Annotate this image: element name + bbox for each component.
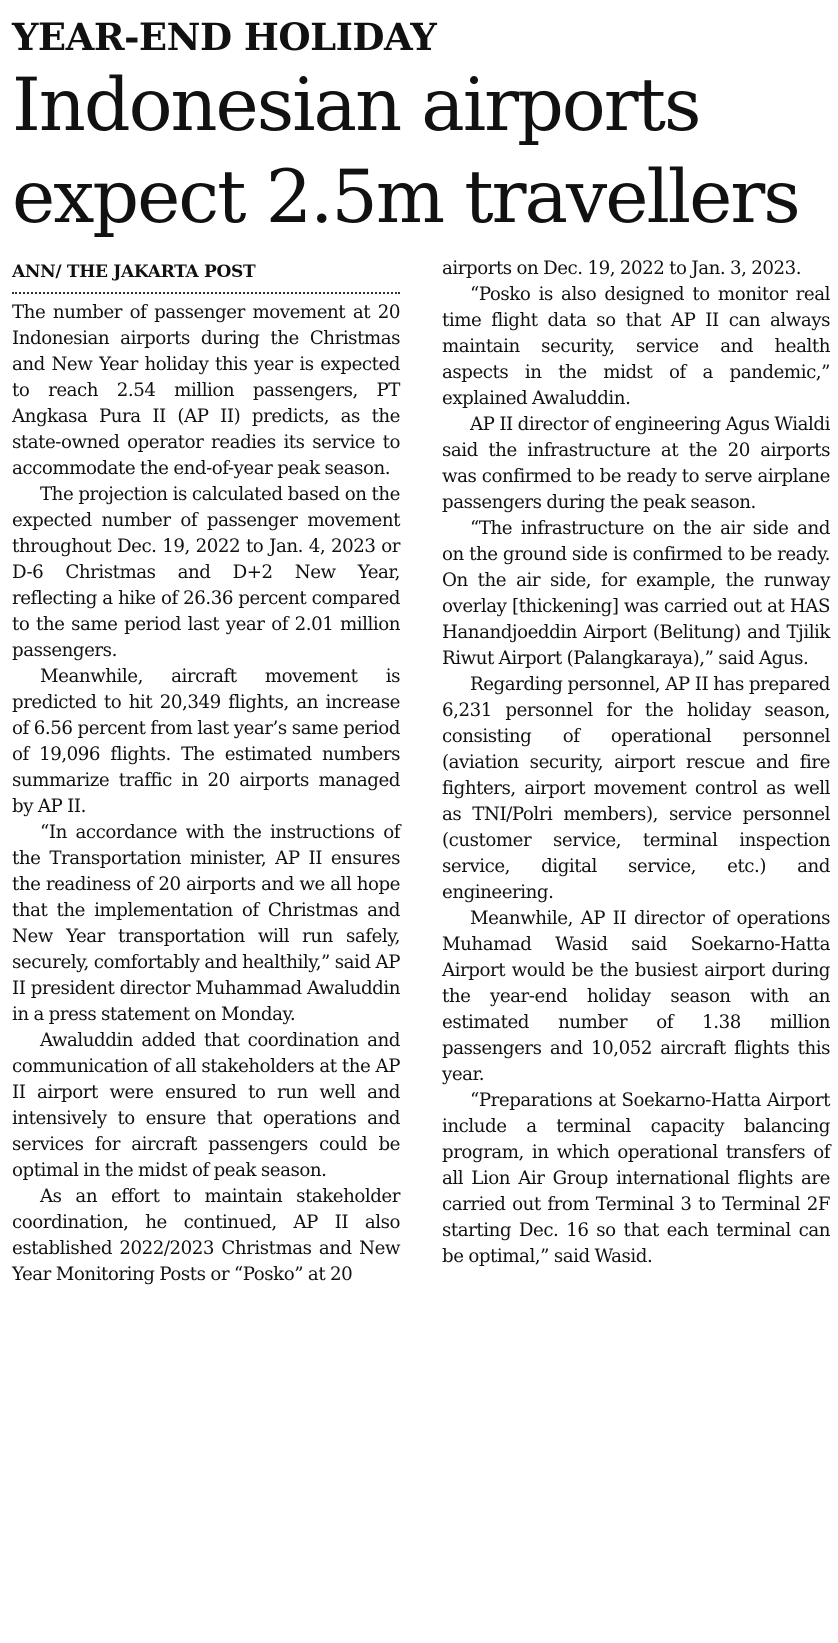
paragraph: “Preparations at Soekarno-Hatta Airport include a terminal capacity balancing program, in which operational transfers of all Lion Air Group international flights are carried out from Terminal 3 to Terminal 2F starting Dec. 16 so that each terminal can be optimal,” said Wasid. <box>442 1090 830 1267</box>
paragraph: Meanwhile, AP II director of operations Muhamad Wasid said Soekarno-Hatta Airport would be the busiest airport during the year-end holiday season with an estimated number of 1.38 million passengers and 10,052 aircraft flights this year. <box>442 908 830 1085</box>
article-body <box>12 256 830 1288</box>
byline: ANN/ THE JAKARTA POST <box>12 262 256 282</box>
paragraph: Awaluddin added that coordination and communication of all stakeholders at the AP II airport were ensured to run well and intensively to ensure that operations and services for aircraft passengers could be optimal in the midst of peak season. <box>12 1030 400 1181</box>
paragraph: Regarding personnel, AP II has prepared 6,231 personnel for the holiday season, consisting of operational personnel (aviation security, airport rescue and fire fighters, airport movement control as well as TNI/Polri members), service personnel (customer service, terminal inspection service, digital service, etc.) and engineering. <box>442 674 830 903</box>
paragraph: The number of passenger movement at 20 Indonesian airports during the Christmas and New Year holiday this year is expected to reach 2.54 million passengers, PT Angkasa Pura II (AP II) predicts, as the state-owned operator readies its service to accommodate the end-of-year peak season. <box>12 302 400 479</box>
paragraph: The projection is calculated based on the expected number of passenger movement throughout Dec. 19, 2022 to Jan. 4, 2023 or D-6 Christmas and D+2 New Year, reflecting a hike of 26.36 percent compared to the same period last year of 2.01 million passengers. <box>12 484 400 661</box>
headline <box>12 60 830 244</box>
column-right <box>442 256 830 1288</box>
paragraph: “The infrastructure on the air side and on the ground side is confirmed to be ready. On the air side, for example, the runway overlay [thickening] was carried out at HAS Hanandjoeddin Airport (Belitung) and Tjilik Riwut Airport (Palangkaraya),” said Agus. <box>442 518 830 669</box>
paragraph: airports on Dec. 19, 2022 to Jan. 3, 2023. <box>442 258 802 279</box>
byline-divider <box>12 292 400 294</box>
headline-line-1: Indonesian airports <box>12 63 700 148</box>
article <box>12 14 830 244</box>
paragraph: “In accordance with the instructions of the Transportation minister, AP II ensures the readiness of 20 airports and we all hope that the implementation of Christmas and New Year transportation will run safely, securely, comfortably and healthily,” said AP II president director Muhammad Awaluddin in a press statement on Monday. <box>12 822 400 1025</box>
paragraph: “Posko is also designed to monitor real time flight data so that AP II can always maintain security, service and health aspects in the midst of a pandemic,” explained Awaluddin. <box>442 284 830 409</box>
column-left <box>12 256 400 1288</box>
paragraph: Meanwhile, aircraft movement is predicted to hit 20,349 flights, an increase of 6.56 percent from last year’s same period of 19,096 flights. The estimated numbers summarize traffic in 20 airports managed by AP II. <box>12 666 400 817</box>
section-kicker: YEAR-END HOLIDAY <box>12 15 437 59</box>
paragraph: AP II director of engineering Agus Wialdi said the infrastructure at the 20 airports was confirmed to be ready to serve airplane passengers during the peak season. <box>442 414 830 513</box>
paragraph: As an effort to maintain stakeholder coordination, he continued, AP II also established 2022/2023 Christmas and New Year Monitoring Posts or “Posko” at 20 <box>12 1186 400 1285</box>
headline-line-2: expect 2.5m travellers <box>12 155 799 240</box>
